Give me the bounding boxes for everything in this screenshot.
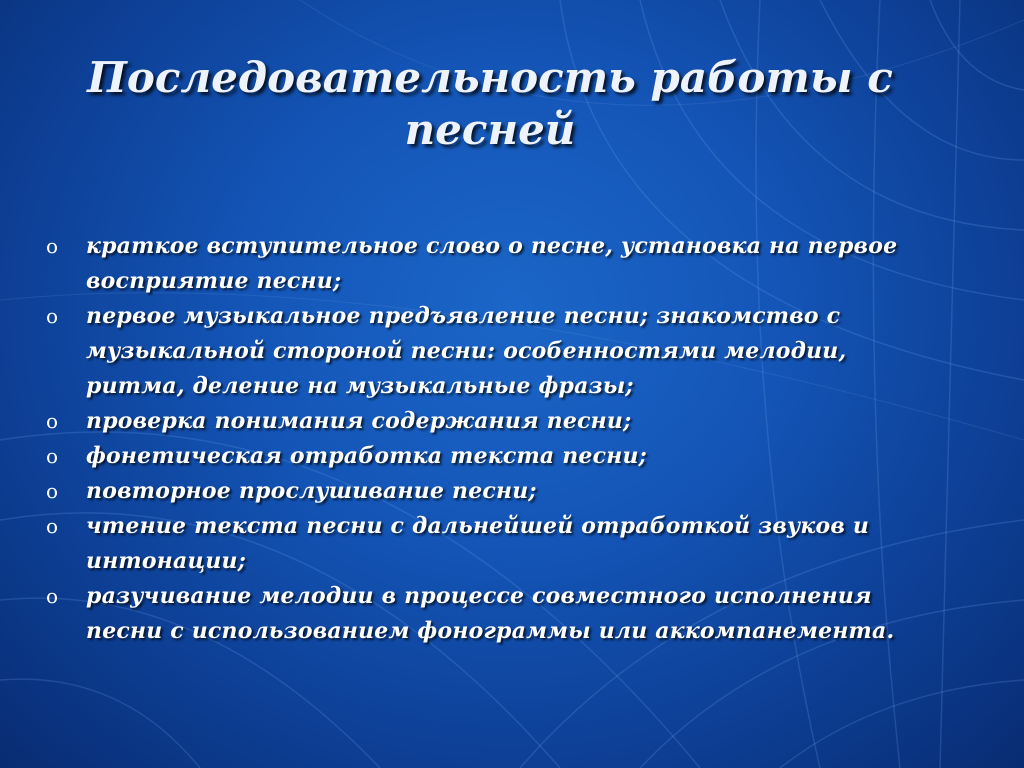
list-item-text: разучивание мелодии в процессе совместного исполнения песни с использованием фонограммы или аккомпанемента.	[86, 583, 895, 644]
list-item	[40, 404, 940, 439]
list-item	[40, 509, 940, 579]
list-item-text: первое музыкальное предъявление песни; знакомство с музыкальной стороной песни: особенностями мелодии, ритма, деление на музыкальные фразы;	[86, 303, 847, 399]
slide-title: Последовательность работы с песней	[87, 53, 893, 154]
list-item-text: проверка понимания содержания песни;	[86, 408, 632, 434]
circle-bullet-icon: o	[46, 234, 59, 258]
list-item	[40, 439, 940, 474]
list-item	[40, 579, 940, 649]
circle-bullet-icon: o	[46, 514, 59, 538]
circle-bullet-icon: o	[46, 409, 59, 433]
circle-bullet-icon: o	[46, 304, 59, 328]
circle-bullet-icon: o	[46, 584, 59, 608]
circle-bullet-icon: o	[46, 444, 59, 468]
list-item-text: повторное прослушивание песни;	[86, 478, 537, 504]
list-item-text: чтение текста песни с дальнейшей отработкой звуков и интонации;	[86, 513, 870, 574]
list-item	[40, 299, 940, 404]
circle-bullet-icon: o	[46, 479, 59, 503]
list-item-text: краткое вступительное слово о песне, установка на первое восприятие песни;	[86, 233, 898, 294]
bullet-list	[40, 229, 940, 649]
list-item	[40, 474, 940, 509]
list-item	[40, 229, 940, 299]
list-item-text: фонетическая отработка текста песни;	[86, 443, 647, 469]
